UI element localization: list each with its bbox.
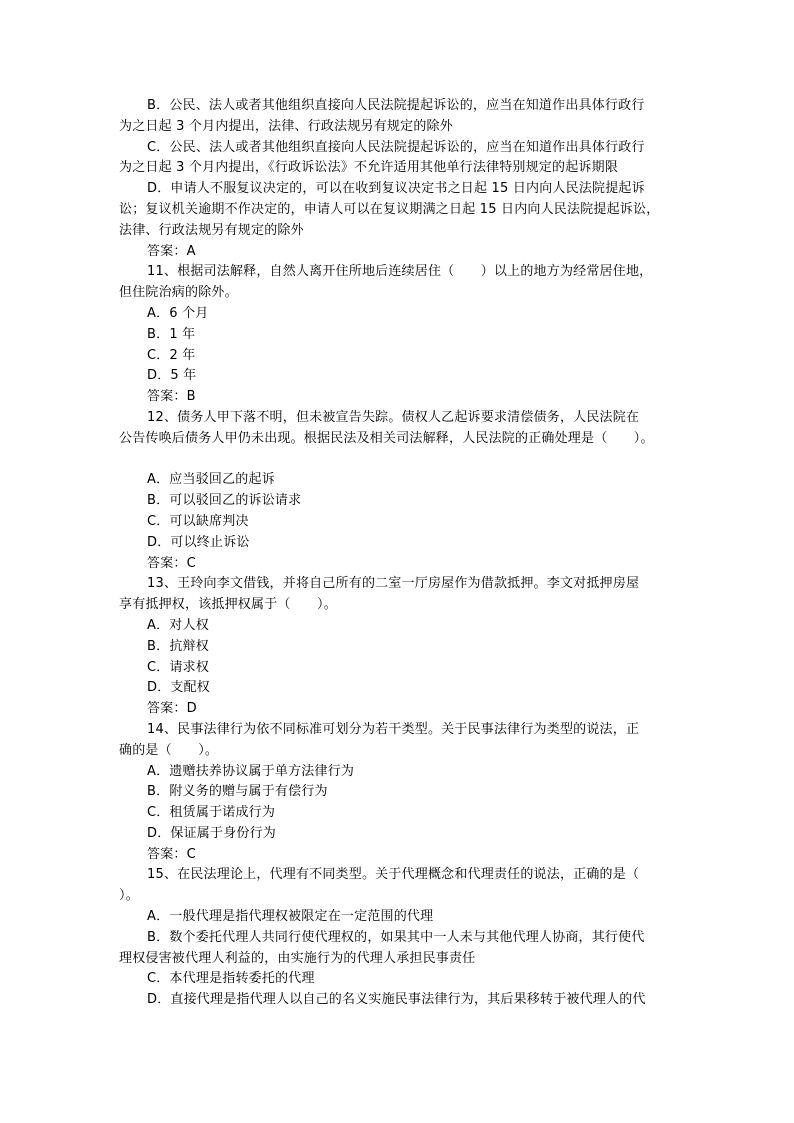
continuation-line: ）。	[119, 888, 139, 904]
option-line: B．抗辩权	[147, 638, 209, 654]
option-line: A．一般代理是指代理权被限定在一定范围的代理	[147, 909, 434, 925]
option-line: C．请求权	[147, 659, 210, 675]
option-line: D．5 年	[147, 368, 197, 384]
option-line: C．本代理是指转委托的代理	[147, 971, 315, 987]
answer-line: 答案：C	[147, 846, 196, 862]
option-line: D．可以终止诉讼	[147, 534, 250, 550]
answer-line: 答案：D	[147, 701, 197, 717]
option-line: D．直接代理是指代理人以自己的名义实施民事法律行为，其后果移转于被代理人的代	[147, 992, 646, 1008]
question-line: 12、债务人甲下落不明，但未被宣告失踪。债权人乙起诉要求清偿债务，人民法院在	[147, 409, 640, 425]
continuation-line: 讼；复议机关逾期不作决定的，申请人可以在复议期满之日起 15 日内向人民法院提起诉讼，	[119, 201, 660, 217]
blank-line	[119, 450, 679, 471]
continuation-line: 为之日起 3 个月内提出，《行政诉讼法》不允许适用其他单行法律特别规定的起诉期限	[119, 160, 619, 176]
option-line: C．租赁属于诺成行为	[147, 805, 276, 821]
question-line: 14、民事法律行为依不同标准可划分为若干类型。关于民事法律行为类型的说法，正	[147, 721, 640, 737]
option-line: D．保证属于身份行为	[147, 825, 277, 841]
option-line: B．公民、法人或者其他组织直接向人民法院提起诉讼的，应当在知道作出具体行政行	[147, 98, 645, 113]
option-line: C．2 年	[147, 347, 196, 363]
continuation-line: 确的是（ ）。	[119, 742, 219, 758]
question-line: 13、王玲向李文借钱，并将自己所有的二室一厅房屋作为借款抵押。李文对抵押房屋	[147, 576, 640, 592]
option-line: B．1 年	[147, 326, 196, 342]
continuation-line: 理权侵害被代理人利益的，由实施行为的代理人承担民事责任	[119, 950, 476, 966]
option-line: B．附义务的赠与属于有偿行为	[147, 784, 328, 800]
document-body	[119, 96, 679, 1011]
option-line: C．公民、法人或者其他组织直接向人民法院提起诉讼的，应当在知道作出具体行政行	[147, 139, 645, 155]
continuation-line: 但住院治病的除外。	[119, 285, 238, 301]
option-line: A．遗赠扶养协议属于单方法律行为	[147, 763, 355, 779]
continuation-line: 法律、行政法规另有规定的除外	[119, 222, 304, 238]
option-line: A．6 个月	[147, 305, 209, 321]
option-line: A．应当驳回乙的起诉	[147, 472, 275, 488]
continuation-line: 为之日起 3 个月内提出，法律、行政法规另有规定的除外	[119, 118, 453, 134]
option-line: A．对人权	[147, 617, 209, 633]
continuation-line: 享有抵押权，该抵押权属于（ ）。	[119, 597, 337, 613]
answer-line: 答案：A	[147, 243, 196, 259]
option-line: B．数个委托代理人共同行使代理权的，如果其中一人未与其他代理人协商，其行使代	[147, 929, 645, 945]
option-line: D．支配权	[147, 680, 211, 696]
question-line: 15、在民法理论上，代理有不同类型。关于代理概念和代理责任的说法，正确的是（	[147, 867, 640, 883]
answer-line: 答案：C	[147, 555, 196, 571]
option-line: C．可以缺席判决	[147, 513, 249, 529]
continuation-line: 公告传唤后债务人甲仍未出现。根据民法及相关司法解释，人民法院的正确处理是（ ）。	[119, 430, 654, 446]
answer-line: 答案：B	[147, 389, 196, 405]
option-line: B．可以驳回乙的诉讼请求	[147, 493, 302, 509]
question-line: 11、根据司法解释，自然人离开住所地后连续居住（ ）以上的地方为经常居住地，	[147, 264, 653, 280]
option-line: D．申请人不服复议决定的，可以在收到复议决定书之日起 15 日内向人民法院提起诉	[147, 181, 645, 197]
